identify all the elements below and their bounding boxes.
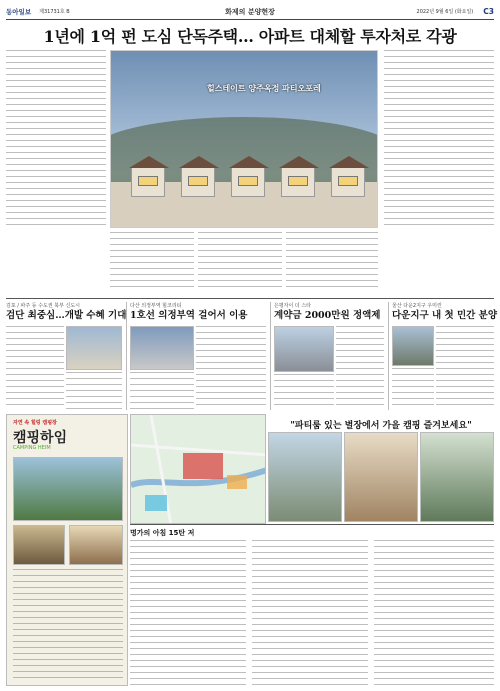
issue-date: 2022년 9월 6일 (화요일) [416, 9, 474, 15]
promo-photo-1 [268, 432, 342, 522]
story-1-title: 검단 최중심…개발 수혜 기대 [6, 310, 127, 321]
story-4-body [436, 326, 494, 410]
map-graphic [131, 415, 266, 524]
story-1-photo [66, 326, 122, 370]
story-1-body-2 [66, 372, 122, 410]
ad-sub: CAMPING HEIM [13, 445, 51, 451]
ad-photo-3 [69, 525, 123, 565]
story-3-photo [274, 326, 334, 372]
lead-column-mid-2 [198, 232, 282, 292]
promo-photos [268, 432, 494, 522]
ad-brand: 캠핑하임 [13, 430, 68, 446]
story-3-body-2 [274, 374, 334, 410]
story-1-region: 김포 / 파주 등 수도권 북부 신도시 [6, 303, 81, 309]
ad-photo-2 [13, 525, 65, 565]
lead-column-mid-1 [110, 232, 194, 292]
lead-column-mid-3 [286, 232, 378, 292]
promo-photo-3 [420, 432, 494, 522]
section-divider [6, 298, 494, 299]
page-number: C3 [483, 7, 494, 16]
column-rule [388, 302, 389, 410]
column-rule [126, 302, 127, 410]
story-3-title: 계약금 2000만원 정액제 [274, 310, 381, 321]
story-2-photo [130, 326, 194, 370]
site-map [130, 414, 266, 524]
paper-name: 동아일보 [6, 8, 32, 16]
story-2-region: 다산 의정부역 힐코리티 [130, 303, 182, 309]
story-3-body [336, 326, 384, 410]
bottom-column-3 [374, 540, 494, 686]
story-4-region: 울산 다운2지구 우미린 [392, 303, 442, 309]
story-2-body-2 [130, 372, 194, 410]
story-1-body [6, 326, 64, 410]
story-4-photo [392, 326, 434, 366]
ad-photo-1 [13, 457, 123, 521]
bottom-column-1 [130, 540, 246, 686]
issue-number: 제31731호 B [39, 9, 70, 15]
masthead [6, 4, 494, 20]
column-rule [270, 302, 271, 410]
story-3-region: 은평자이 더 스타 [274, 303, 311, 309]
ad-tagline: 자연 속 힐링 캠핑장 [13, 420, 57, 426]
bottom-divider [130, 524, 494, 525]
story-2-body [196, 326, 266, 410]
ad-body [13, 569, 123, 679]
hero-photo [110, 50, 378, 228]
camping-advertisement [6, 414, 128, 686]
hero-caption: 힐스테이트 양주옥정 파티오포레 [207, 84, 321, 93]
bottom-column-2 [252, 540, 368, 686]
lead-column-left [6, 50, 106, 228]
story-4-title: 다운지구 내 첫 민간 분양 [392, 310, 497, 321]
section-title: 화제의 분양현장 [225, 7, 275, 16]
story-2-title: 1호선 의정부역 걸어서 이용 [130, 310, 248, 321]
promo-photo-2 [344, 432, 418, 522]
promo-headline: "파티룸 있는 별장에서 가을 캠핑 즐겨보세요" [290, 421, 472, 431]
lead-column-right [384, 50, 494, 228]
bottom-story-title: 명가의 아침 15탄 저 [130, 529, 195, 537]
story-4-body-2 [392, 368, 434, 410]
main-headline: 1년에 1억 펀 도심 단독주택… 아파트 대체할 투자처로 각광 [43, 27, 457, 46]
